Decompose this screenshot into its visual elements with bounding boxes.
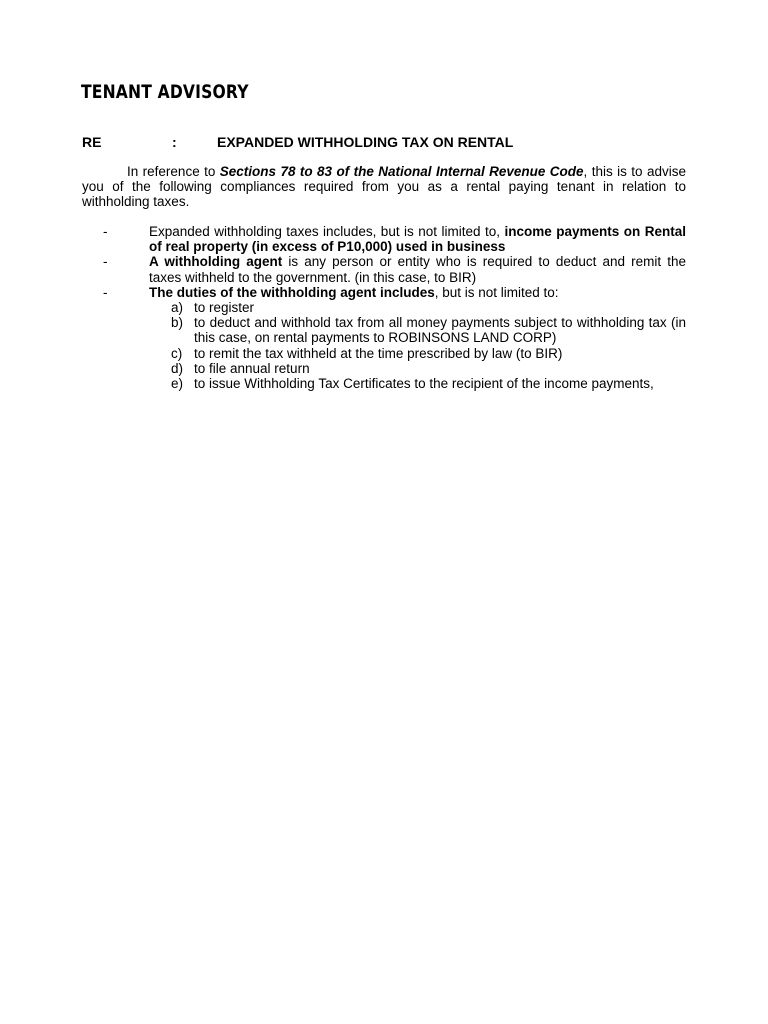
item-text: to issue Withholding Tax Certificates to the recipient of the income payments, — [194, 376, 654, 392]
bullet-dash: - — [103, 284, 108, 300]
re-colon: : — [172, 134, 177, 150]
bullet-dash: - — [103, 254, 108, 270]
intro-emphasis: Sections 78 to 83 of the National Internal Revenue Code — [219, 164, 584, 179]
intro-paragraph — [82, 164, 686, 210]
list-item — [82, 254, 686, 284]
list-item — [82, 376, 686, 391]
item-text: to register — [194, 300, 255, 316]
bullet-text: , but is not limited to: — [434, 284, 559, 300]
bullet-bold-text: The duties of the withholding agent includes — [149, 284, 435, 300]
duties-list — [82, 300, 686, 391]
list-item — [82, 361, 686, 376]
item-text: to remit the tax withheld at the time prescribed by law (to BIR) — [194, 345, 563, 361]
re-label: RE — [82, 134, 102, 150]
bullet-text: Expanded withholding taxes includes, but is not limited to, — [149, 224, 505, 239]
bullet-list — [82, 224, 686, 391]
list-item — [82, 224, 686, 254]
list-item — [82, 300, 686, 315]
item-letter: c) — [171, 345, 183, 361]
item-letter: b) — [171, 315, 184, 331]
page-title: TENANT ADVISORY — [81, 81, 249, 103]
list-item — [82, 315, 686, 345]
bullet-text: is any person or entity who is required to deduct and remit the taxes withheld to the government. (in this case, to BIR) — [149, 254, 687, 285]
bullet-dash: - — [103, 224, 108, 239]
item-letter: d) — [171, 360, 184, 376]
item-text: to deduct and withhold tax from all money payments subject to withholding tax (in this case, on rental payments to ROBINSONS LAND CORP) — [194, 315, 686, 346]
bullet-bold-text: income payments on Rental of real property (in excess of P10,000) used in business — [149, 224, 686, 255]
intro-prefix: In reference to — [127, 164, 220, 179]
item-text: to file annual return — [194, 360, 310, 376]
item-letter: e) — [171, 376, 184, 392]
re-subject: EXPANDED WITHHOLDING TAX ON RENTAL — [217, 134, 514, 150]
item-letter: a) — [171, 300, 184, 316]
list-item — [82, 346, 686, 361]
list-item — [82, 285, 686, 300]
intro-suffix: , this is to advise you of the following compliances required from you as a rental paying tenant in relation to withholding taxes. — [82, 164, 686, 210]
bullet-bold-text: A withholding agent — [149, 254, 283, 270]
